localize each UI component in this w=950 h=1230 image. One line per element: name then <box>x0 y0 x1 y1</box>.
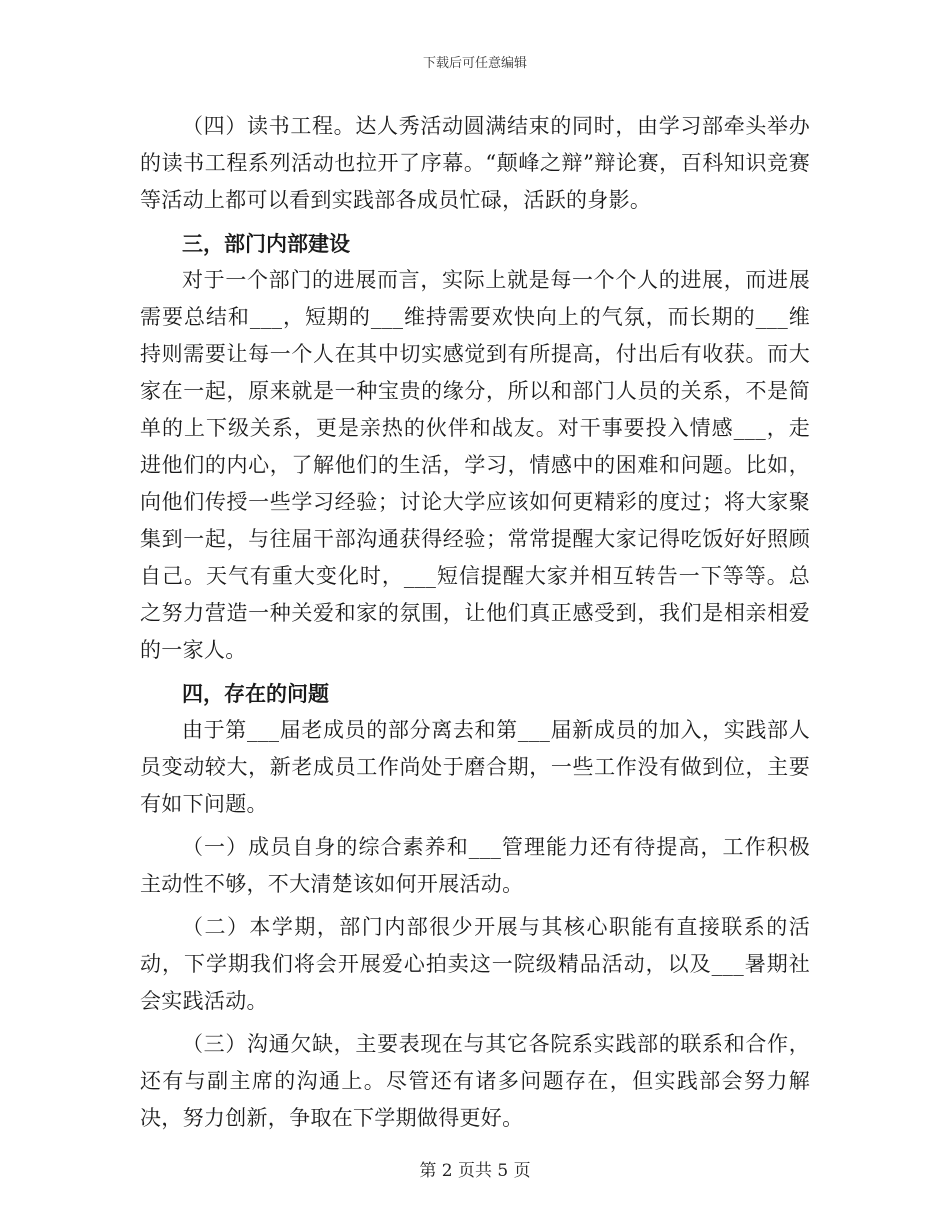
page-number: 第 2 页共 5 页 <box>419 1161 531 1181</box>
paragraph-problem-2: （二）本学期，部门内部很少开展与其核心职能有直接联系的活动，下学期我们将会开展爱心拍卖这一院级精品活动，以及___暑期社会实践活动。 <box>140 915 810 1013</box>
paragraph-reading-project: （四）读书工程。达人秀活动圆满结束的同时，由学习部牵头举办的读书工程系列活动也拉开了序幕。“颠峰之辩”辩论赛，百科知识竞赛等活动上都可以看到实践部各成员忙碌，活跃的身影。 <box>140 114 810 212</box>
paragraph-problem-1: （一）成员自身的综合素养和___管理能力还有待提高，工作积极主动性不够，不大清楚该如何开展活动。 <box>140 835 810 896</box>
paragraph-problems-intro: 由于第___届老成员的部分离去和第___届新成员的加入，实践部人员变动较大，新老成员工作尚处于磨合期，一些工作没有做到位，主要有如下问题。 <box>140 718 810 816</box>
section-heading-problems: 四，存在的问题 <box>182 681 329 706</box>
paragraph-problem-3: （三）沟通欠缺，主要表现在与其它各院系实践部的联系和合作，还有与副主席的沟通上。尽管还有诸多问题存在，但实践部会努力解决，努力创新，争取在下学期做得更好。 <box>140 1032 810 1130</box>
paragraph-internal-building: 对于一个部门的进展而言，实际上就是每一个个人的进展，而进展需要总结和___，短期的___维持需要欢快向上的气氛，而长期的___维持则需要让每一个人在其中切实感觉到有所提高，付出后有收获。而大家在一起，原来就是一种宝贵的缘分，所以和部门人员的关系，不是简单的上下级关系，更是亲热的伙伴和战友。对干事要投入情感___，走进他们的内心，了解他们的生活，学习，情感中的困难和问题。比如，向他们传授一些学习经验；讨论大学应该如何更精彩的度过；将大家聚集到一起，与往届干部沟通获得经验；常常提醒大家记得吃饭好好照顾自己。天气有重大变化时，___短信提醒大家并相互转告一下等等。总之努力营造一种关爱和家的氛围，让他们真正感受到，我们是相亲相爱的一家人。 <box>140 268 810 662</box>
document-body <box>140 108 810 1137</box>
page-header: 下载后可任意编辑 <box>422 56 527 71</box>
section-heading-internal-building: 三，部门内部建设 <box>182 231 350 256</box>
